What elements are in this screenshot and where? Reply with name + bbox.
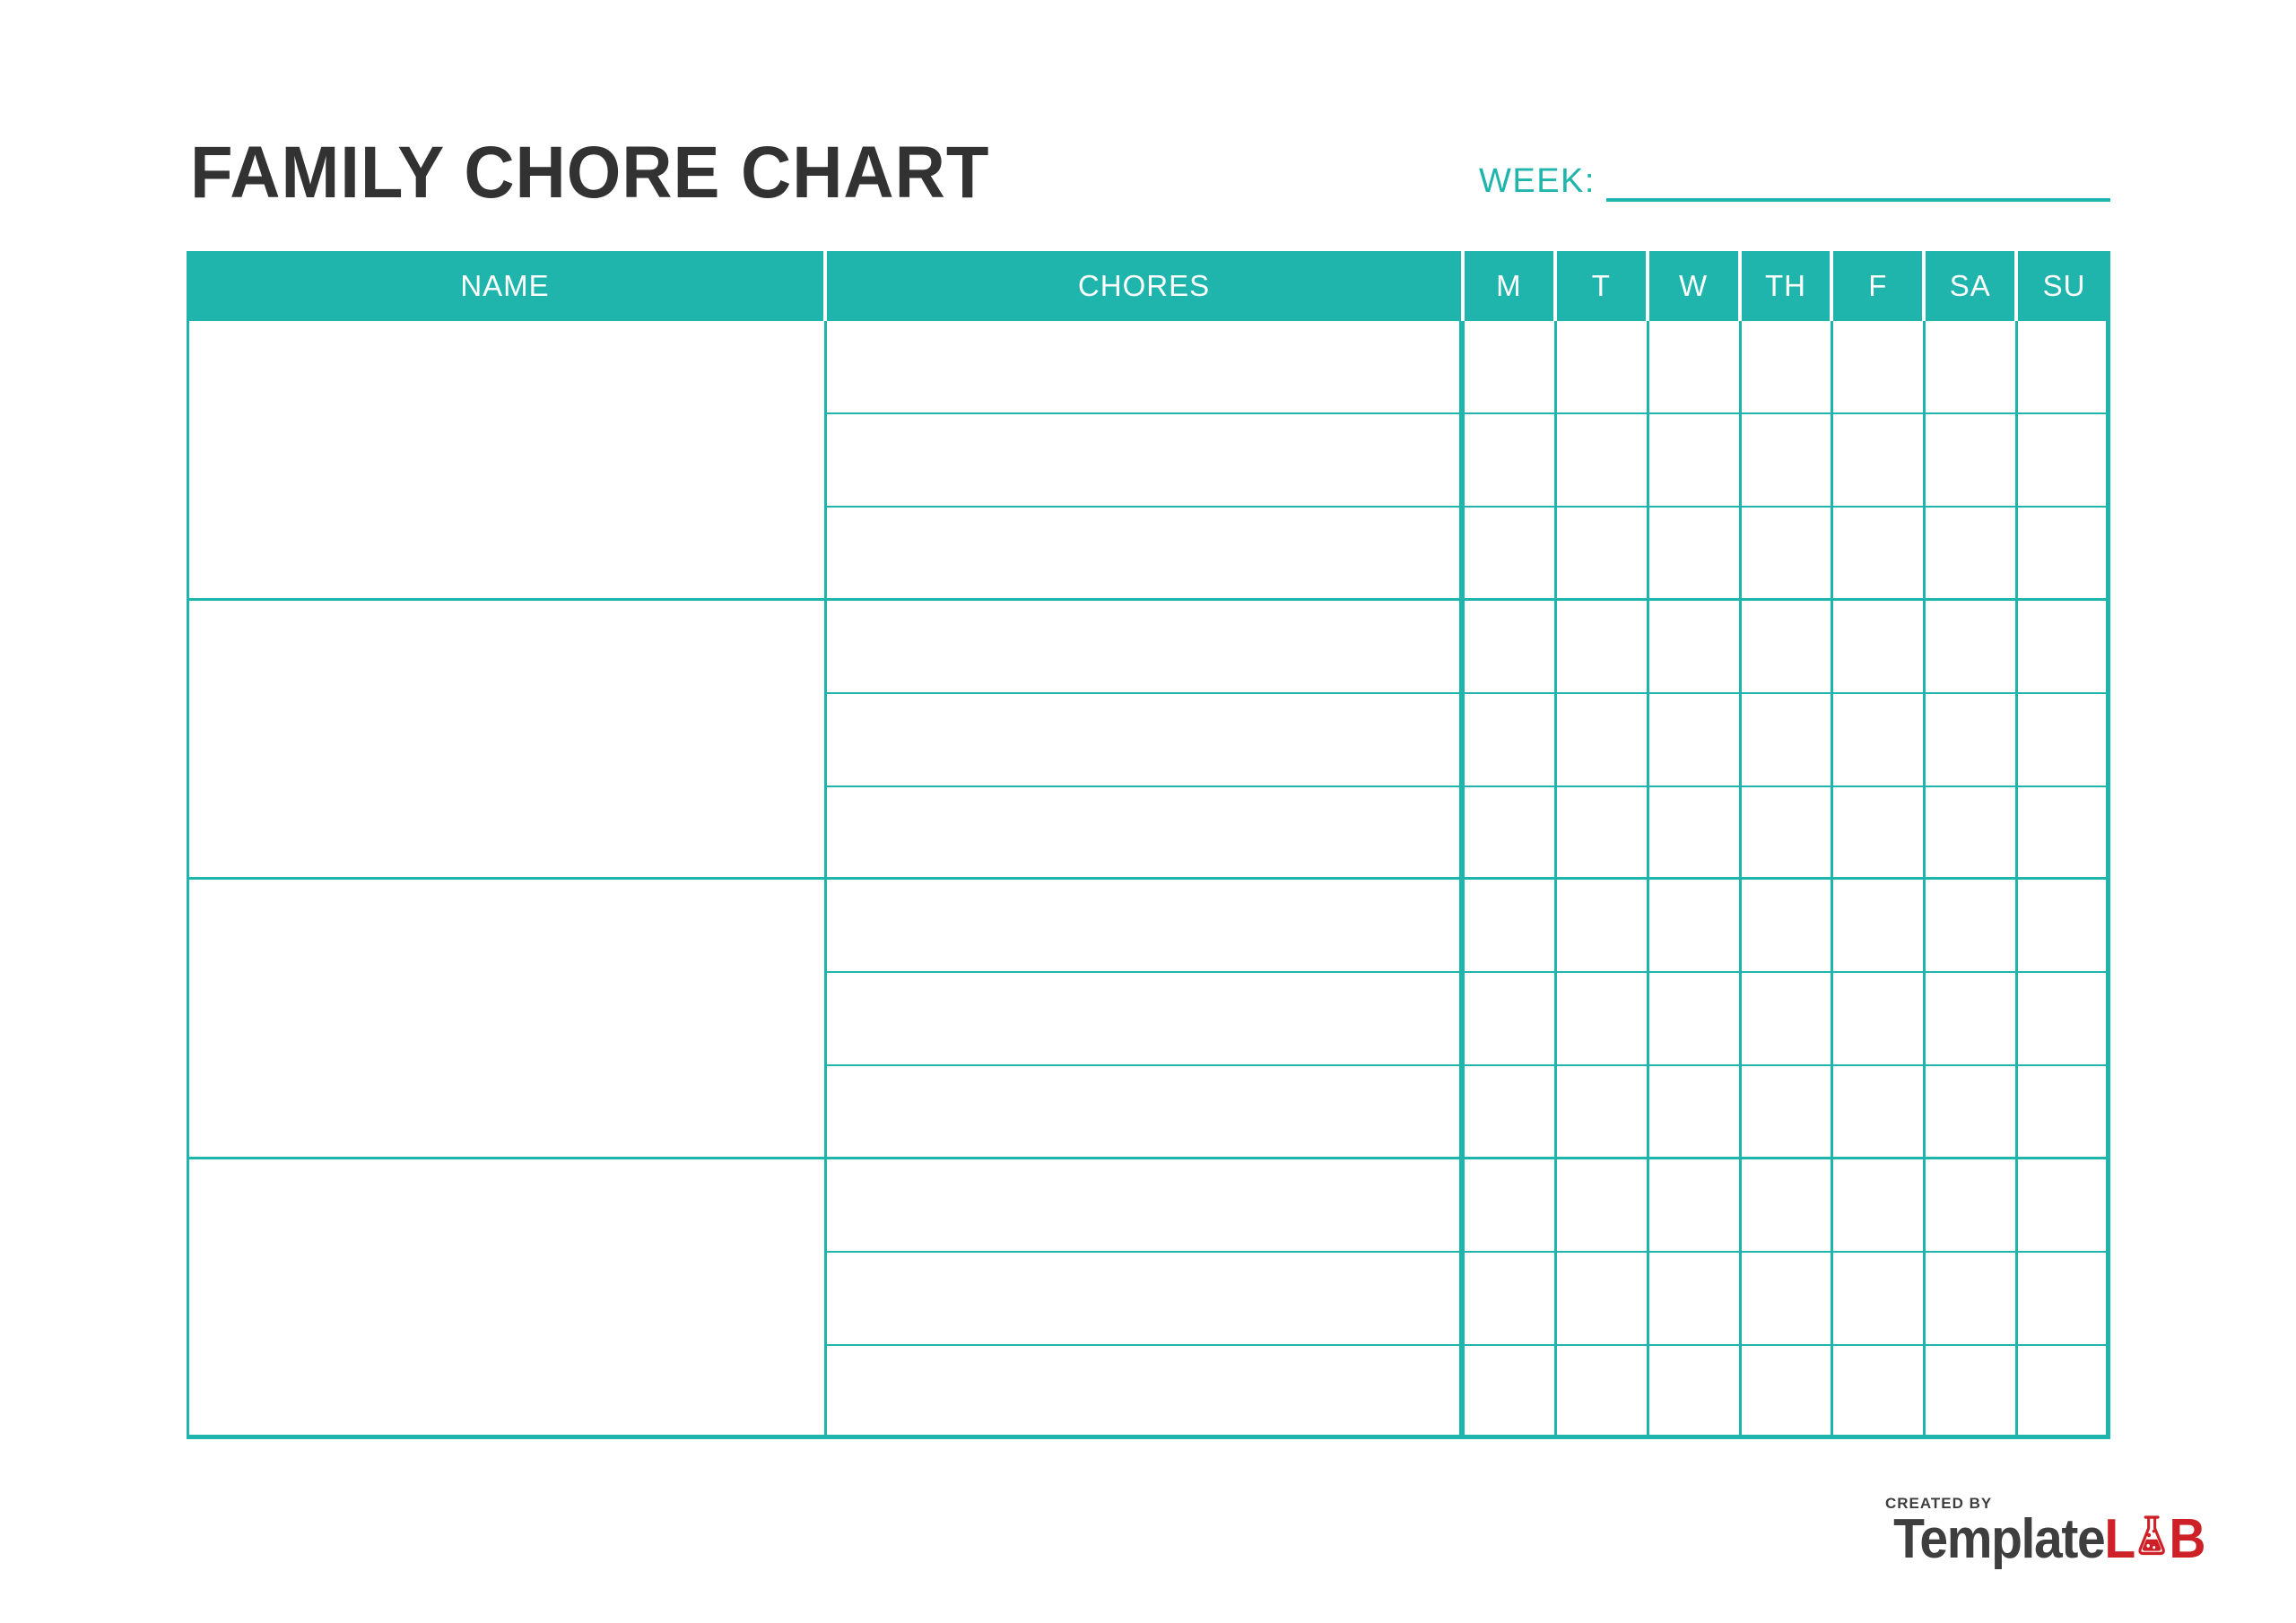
- day-cell[interactable]: [1649, 1253, 1742, 1346]
- name-cell[interactable]: [187, 321, 827, 601]
- day-cell[interactable]: [1742, 1346, 1834, 1439]
- day-header-wednesday: W: [1649, 251, 1742, 321]
- chore-cell[interactable]: [827, 1253, 1465, 1346]
- day-cell[interactable]: [1742, 1253, 1834, 1346]
- chore-cell[interactable]: [827, 1066, 1465, 1159]
- day-cell[interactable]: [1649, 414, 1742, 508]
- day-cell[interactable]: [1649, 1066, 1742, 1159]
- day-cell[interactable]: [1557, 694, 1649, 787]
- day-cell[interactable]: [2018, 321, 2110, 414]
- day-cell[interactable]: [1742, 787, 1834, 881]
- day-cell[interactable]: [1557, 601, 1649, 694]
- day-cell[interactable]: [1742, 321, 1834, 414]
- day-cell[interactable]: [1742, 1066, 1834, 1159]
- day-cell[interactable]: [1557, 1253, 1649, 1346]
- day-header-saturday: SA: [1926, 251, 2018, 321]
- day-cell[interactable]: [1926, 321, 2018, 414]
- day-cell[interactable]: [2018, 880, 2110, 973]
- day-cell[interactable]: [1833, 787, 1926, 881]
- day-cell[interactable]: [1465, 973, 1557, 1066]
- day-cell[interactable]: [1833, 1066, 1926, 1159]
- day-cell[interactable]: [1649, 601, 1742, 694]
- day-cell[interactable]: [1926, 414, 2018, 508]
- chore-cell[interactable]: [827, 414, 1465, 508]
- day-cell[interactable]: [2018, 1346, 2110, 1439]
- day-cell[interactable]: [1557, 508, 1649, 601]
- day-cell[interactable]: [2018, 1159, 2110, 1253]
- flask-icon: [2135, 1513, 2167, 1558]
- day-cell[interactable]: [1557, 973, 1649, 1066]
- day-header-thursday: TH: [1742, 251, 1834, 321]
- day-cell[interactable]: [1465, 1066, 1557, 1159]
- day-cell[interactable]: [1465, 880, 1557, 973]
- day-cell[interactable]: [1649, 1346, 1742, 1439]
- name-cell[interactable]: [187, 601, 827, 881]
- day-cell[interactable]: [1833, 601, 1926, 694]
- day-cell[interactable]: [1742, 880, 1834, 973]
- day-cell[interactable]: [1926, 1159, 2018, 1253]
- day-cell[interactable]: [1833, 1159, 1926, 1253]
- day-cell[interactable]: [1557, 1066, 1649, 1159]
- column-header-chores: CHORES: [827, 251, 1465, 321]
- day-cell[interactable]: [1926, 1253, 2018, 1346]
- day-cell[interactable]: [1465, 787, 1557, 881]
- column-header-name: NAME: [187, 251, 827, 321]
- day-cell[interactable]: [1557, 787, 1649, 881]
- day-cell[interactable]: [1557, 1159, 1649, 1253]
- day-cell[interactable]: [1742, 508, 1834, 601]
- chore-cell[interactable]: [827, 601, 1465, 694]
- chore-cell[interactable]: [827, 694, 1465, 787]
- day-cell[interactable]: [1557, 1346, 1649, 1439]
- day-cell[interactable]: [1465, 601, 1557, 694]
- logo-text-template: Template: [1892, 1508, 2105, 1570]
- day-cell[interactable]: [2018, 1066, 2110, 1159]
- day-cell[interactable]: [1557, 321, 1649, 414]
- chore-cell[interactable]: [827, 787, 1465, 881]
- day-cell[interactable]: [1557, 880, 1649, 973]
- day-cell[interactable]: [1833, 1253, 1926, 1346]
- day-cell[interactable]: [1742, 414, 1834, 508]
- day-cell[interactable]: [1465, 1159, 1557, 1253]
- day-cell[interactable]: [1465, 414, 1557, 508]
- chore-table: [187, 251, 2110, 1439]
- day-cell[interactable]: [1465, 694, 1557, 787]
- day-cell[interactable]: [1926, 880, 2018, 973]
- day-cell[interactable]: [1833, 508, 1926, 601]
- page-title: FAMILY CHORE CHART: [190, 132, 990, 213]
- logo-text-b: B: [2169, 1508, 2205, 1570]
- day-header-friday: F: [1833, 251, 1926, 321]
- week-input-line[interactable]: [1606, 198, 2110, 202]
- chore-cell[interactable]: [827, 1346, 1465, 1439]
- day-cell[interactable]: [1649, 508, 1742, 601]
- day-cell[interactable]: [1465, 1253, 1557, 1346]
- day-cell[interactable]: [2018, 1253, 2110, 1346]
- day-cell[interactable]: [1742, 601, 1834, 694]
- created-by-label: CREATED BY: [1885, 1495, 1993, 1512]
- day-cell[interactable]: [1926, 1066, 2018, 1159]
- day-cell[interactable]: [1833, 1346, 1926, 1439]
- chore-cell[interactable]: [827, 508, 1465, 601]
- chore-cell[interactable]: [827, 321, 1465, 414]
- day-cell[interactable]: [1465, 1346, 1557, 1439]
- day-header-tuesday: T: [1557, 251, 1649, 321]
- day-header-monday: M: [1465, 251, 1557, 321]
- day-cell[interactable]: [1649, 880, 1742, 973]
- day-cell[interactable]: [2018, 787, 2110, 881]
- day-cell[interactable]: [1833, 973, 1926, 1066]
- day-cell[interactable]: [2018, 601, 2110, 694]
- day-cell[interactable]: [1926, 508, 2018, 601]
- day-cell[interactable]: [1742, 973, 1834, 1066]
- day-cell[interactable]: [1649, 973, 1742, 1066]
- day-cell[interactable]: [1926, 694, 2018, 787]
- day-cell[interactable]: [1465, 321, 1557, 414]
- day-cell[interactable]: [1833, 414, 1926, 508]
- day-cell[interactable]: [1833, 694, 1926, 787]
- day-cell[interactable]: [2018, 414, 2110, 508]
- day-cell[interactable]: [1742, 694, 1834, 787]
- day-cell[interactable]: [2018, 973, 2110, 1066]
- name-cell[interactable]: [187, 1159, 827, 1439]
- day-cell[interactable]: [1649, 1159, 1742, 1253]
- name-cell[interactable]: [187, 880, 827, 1159]
- day-cell[interactable]: [2018, 694, 2110, 787]
- day-cell[interactable]: [1926, 601, 2018, 694]
- day-cell[interactable]: [1926, 973, 2018, 1066]
- day-cell[interactable]: [1557, 414, 1649, 508]
- chore-cell[interactable]: [827, 1159, 1465, 1253]
- day-cell[interactable]: [1926, 1346, 2018, 1439]
- day-cell[interactable]: [1649, 787, 1742, 881]
- day-header-sunday: SU: [2018, 251, 2110, 321]
- day-cell[interactable]: [1833, 321, 1926, 414]
- chore-cell[interactable]: [827, 973, 1465, 1066]
- day-cell[interactable]: [1465, 508, 1557, 601]
- chore-cell[interactable]: [827, 880, 1465, 973]
- logo-text-l: L: [2104, 1508, 2135, 1570]
- week-label: WEEK:: [1479, 162, 1596, 200]
- day-cell[interactable]: [1833, 880, 1926, 973]
- day-cell[interactable]: [1926, 787, 2018, 881]
- day-cell[interactable]: [1649, 694, 1742, 787]
- templatelab-logo: [1892, 1508, 2205, 1570]
- day-cell[interactable]: [1649, 321, 1742, 414]
- day-cell[interactable]: [1742, 1159, 1834, 1253]
- day-cell[interactable]: [2018, 508, 2110, 601]
